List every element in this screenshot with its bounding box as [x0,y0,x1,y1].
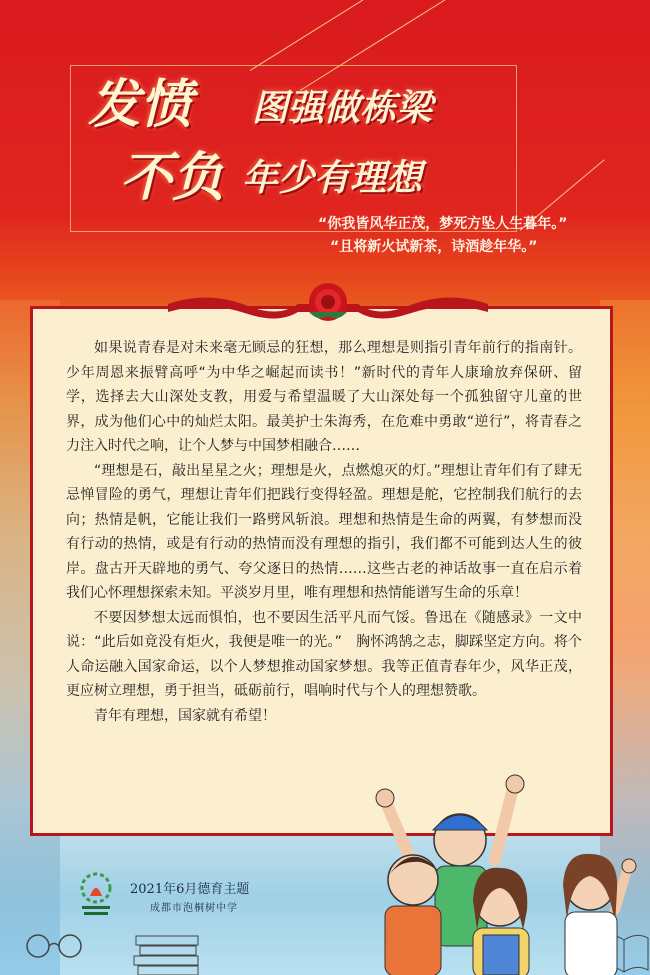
title-line1-small: 图强做栋梁 [252,87,433,129]
ribbon-with-peony [168,282,488,326]
decorative-line [250,0,403,71]
footer-school-name: 成都市泡桐树中学 [150,903,238,914]
title-line2-big: 不负 [120,147,225,208]
school-logo-icon [70,868,122,920]
paragraph: 不要因梦想太远而惧怕，也不要因生活平凡而气馁。鲁迅在《随感录》一文中说：“此后如竟没有炬火，我便是唯一的光。” 胸怀鸿鹄之志，脚踩坚定方向。将个人命运融入国家命运，以个人梦想推动国家梦想。我等正值青春年少，风华正茂，更应树立理想，勇于担当，砥砺前行，唱响时代与个人的理想赞歌。 [66,609,582,699]
paragraph: 青年有理想，国家就有希望！ [94,707,276,724]
body-text [66,336,582,728]
quote-2: “且将新火试新茶，诗酒趁年华。” [330,239,538,255]
footer-theme: 2021年6月德育主题 [130,882,250,897]
books-icon [132,928,202,975]
paragraph: “理想是石，敲出星星之火；理想是火，点燃熄灭的灯。”理想让青年们有了肆无忌惮冒险的勇气，理想让青年们把践行变得轻盈。理想是舵，它控制我们航行的去向；热情是帆，它能让我们一路劈风斩浪。理想和热情是生命的两翼，有梦想而没有行动的热情，或是有行动的热情而没有理想的指引，我们都不可能到达人生的彼岸。盘古开天辟地的勇气、夸父逐日的热情……这些古老的神话故事一直在启示着我们心怀理想探索未知。平淡岁月里，唯有理想和热情能谱写生命的乐章！ [66,462,582,601]
students-illustration [365,760,650,975]
title-line2-small: 年少有理想 [242,157,423,199]
glasses-icon [20,930,90,960]
paragraph: 如果说青春是对未来毫无顾忌的狂想，那么理想是则指引青年前行的指南针。少年周恩来振臂高呼“为中华之崛起而读书！”新时代的青年人康瑜放弃保研、留学，选择去大山深处支教，用爱与希望温暖了大山深处每一个孤独留守儿童的世界，成为他们心中的灿烂太阳。最美护士朱海秀，在危难中勇敢“逆行”，将青春之力注入时代之响，让个人梦与中国梦相融合…… [66,340,582,454]
quote-1: “你我皆风华正茂，梦死方坠人生暮年。” [318,216,568,232]
title-line1-big: 发愤 [88,74,193,135]
